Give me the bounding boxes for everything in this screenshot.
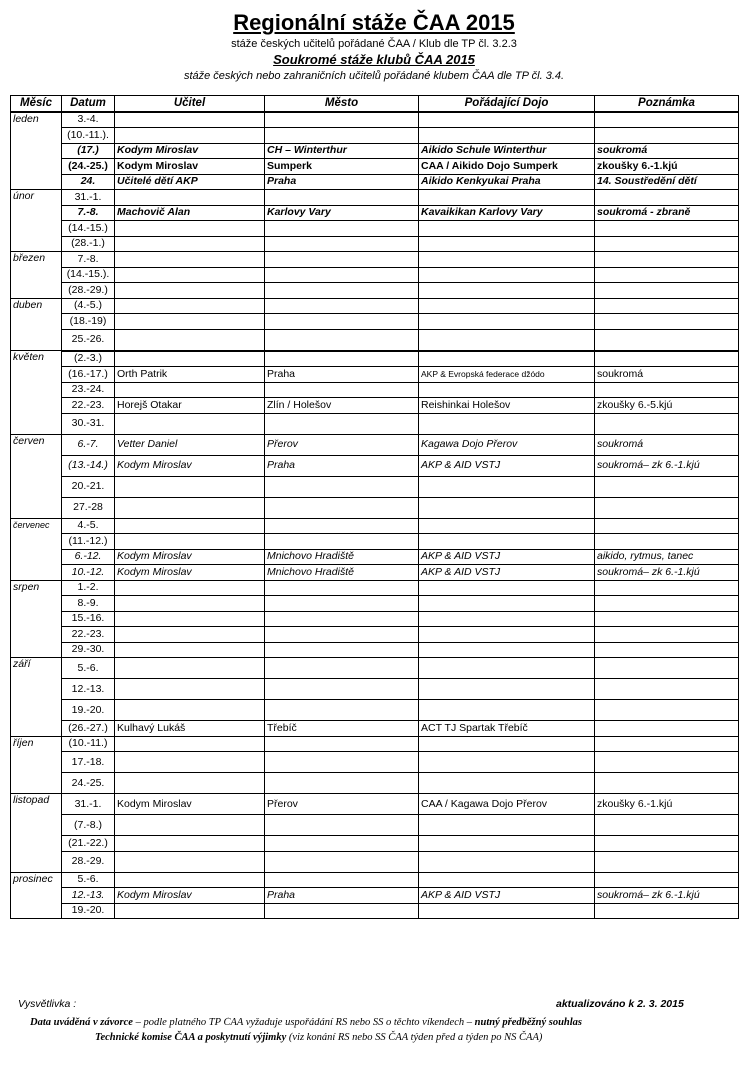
table-row xyxy=(11,596,739,612)
footnote-bold-2: nutný předběžný souhlas xyxy=(474,1017,582,1028)
page-title-2: Soukromé stáže klubů ČAA 2015 xyxy=(273,52,475,67)
date-cell: (21.-22.) xyxy=(62,836,115,852)
schedule-table xyxy=(10,95,739,919)
date-cell: (7.-8.) xyxy=(62,815,115,836)
table-row xyxy=(11,398,739,414)
date-cell: 23.-24. xyxy=(62,382,115,398)
table-row xyxy=(11,236,739,252)
note-cell: zkoušky 6.-1.kjú xyxy=(595,159,739,175)
table-row xyxy=(11,611,739,627)
page-subtitle-2: stáže českých nebo zahraničních učitelů pořádané klubem ČAA dle TP čl. 3.4. xyxy=(183,70,565,82)
date-cell: (26.-27.) xyxy=(62,721,115,737)
date-cell: 30.-31. xyxy=(62,413,115,434)
dojo-cell: AKP & AID VSTJ xyxy=(419,549,595,565)
table-row xyxy=(11,851,739,872)
date-cell: 19.-20. xyxy=(62,700,115,721)
date-cell: (11.-12.) xyxy=(62,534,115,550)
teacher-cell: Machovič Alan xyxy=(115,205,265,221)
note-cell: soukromá– zk 6.-1.kjú xyxy=(595,888,739,904)
table-header-row xyxy=(11,96,739,112)
table-row xyxy=(11,382,739,398)
date-cell: (13.-14.) xyxy=(62,455,115,476)
date-cell: 31.-1. xyxy=(62,794,115,815)
date-cell: (17.) xyxy=(62,143,115,159)
footnote-line-1 xyxy=(30,1017,740,1028)
date-cell: 5.-6. xyxy=(62,658,115,679)
note-cell: soukromá xyxy=(595,434,739,455)
dojo-cell: AKP & AID VSTJ xyxy=(419,888,595,904)
date-cell: 4.-5. xyxy=(62,518,115,534)
col-teacher: Učitel xyxy=(115,96,265,112)
table-row xyxy=(11,903,739,919)
date-cell: 28.-29. xyxy=(62,851,115,872)
teacher-cell: Vetter Daniel xyxy=(115,434,265,455)
table-row xyxy=(11,112,739,128)
table-row xyxy=(11,252,739,268)
city-cell: Praha xyxy=(265,174,419,190)
month-cell: listopad xyxy=(11,794,62,873)
city-cell: Praha xyxy=(265,367,419,383)
city-cell: Sumperk xyxy=(265,159,419,175)
table-row xyxy=(11,736,739,752)
table-row xyxy=(11,721,739,737)
dojo-cell: Aikido Kenkyukai Praha xyxy=(419,174,595,190)
month-cell: leden xyxy=(11,112,62,190)
date-cell: 6.-12. xyxy=(62,549,115,565)
table-row xyxy=(11,314,739,330)
city-cell: Přerov xyxy=(265,794,419,815)
date-cell: 1.-2. xyxy=(62,580,115,596)
dojo-cell: AKP & Evropská federace džódo xyxy=(419,367,595,383)
table-row xyxy=(11,565,739,581)
teacher-cell: Kodym Miroslav xyxy=(115,143,265,159)
teacher-cell: Kulhavý Lukáš xyxy=(115,721,265,737)
legend-label: Vysvětlivka : xyxy=(18,998,77,1010)
city-cell: Přerov xyxy=(265,434,419,455)
date-cell: 22.-23. xyxy=(62,398,115,414)
teacher-cell: Kodym Miroslav xyxy=(115,159,265,175)
month-cell: prosinec xyxy=(11,872,62,919)
table-row xyxy=(11,455,739,476)
date-cell: 8.-9. xyxy=(62,596,115,612)
date-cell: 15.-16. xyxy=(62,611,115,627)
date-cell: 5.-6. xyxy=(62,872,115,888)
note-cell: soukromá– zk 6.-1.kjú xyxy=(595,565,739,581)
month-cell: březen xyxy=(11,252,62,299)
footnote-text-2: (viz konání RS nebo SS ČAA týden před a týden po NS ČAA) xyxy=(286,1032,543,1043)
table-row xyxy=(11,534,739,550)
date-cell: 22.-23. xyxy=(62,627,115,643)
date-cell: (2.-3.) xyxy=(62,351,115,367)
col-date: Datum xyxy=(62,96,115,112)
table-row xyxy=(11,549,739,565)
city-cell: Zlín / Holešov xyxy=(265,398,419,414)
month-cell: duben xyxy=(11,298,62,351)
dojo-cell: ACT TJ Spartak Třebíč xyxy=(419,721,595,737)
city-cell: CH – Winterthur xyxy=(265,143,419,159)
date-cell: 27.-28 xyxy=(62,497,115,518)
city-cell: Praha xyxy=(265,455,419,476)
col-dojo: Pořádající Dojo xyxy=(419,96,595,112)
city-cell: Třebíč xyxy=(265,721,419,737)
dojo-cell: Kavaikikan Karlovy Vary xyxy=(419,205,595,221)
table-row xyxy=(11,679,739,700)
date-cell: 7.-8. xyxy=(62,205,115,221)
dojo-cell: CAA / Aikido Dojo Sumperk xyxy=(419,159,595,175)
footnote-bold-1: Data uváděná v závorce xyxy=(30,1017,133,1028)
date-cell: 3.-4. xyxy=(62,112,115,128)
footnote-bold-3: Technické komise ČAA a poskytnutí výjimky xyxy=(95,1032,287,1043)
teacher-cell: Horejš Otakar xyxy=(115,398,265,414)
teacher-cell: Kodym Miroslav xyxy=(115,565,265,581)
date-cell: 12.-13. xyxy=(62,888,115,904)
date-cell: 10.-12. xyxy=(62,565,115,581)
footnote-text-1: – podle platného TP ČAA vyžaduje uspořádání RS nebo SS o těchto víkendech – xyxy=(132,1017,475,1028)
month-cell: září xyxy=(11,658,62,737)
note-cell: 14. Soustředění dětí xyxy=(595,174,739,190)
date-cell: 7.-8. xyxy=(62,252,115,268)
table-row xyxy=(11,476,739,497)
dojo-cell: Aikido Schule Winterthur xyxy=(419,143,595,159)
date-cell: 24. xyxy=(62,174,115,190)
date-cell: (10.-11.) xyxy=(62,736,115,752)
city-cell: Karlovy Vary xyxy=(265,205,419,221)
note-cell: zkoušky 6.-5.kjú xyxy=(595,398,739,414)
table-row xyxy=(11,872,739,888)
date-cell: (14.-15.). xyxy=(62,267,115,283)
col-city: Město xyxy=(265,96,419,112)
teacher-cell: Kodym Miroslav xyxy=(115,455,265,476)
dojo-cell: AKP & AID VSTJ xyxy=(419,565,595,581)
table-row xyxy=(11,205,739,221)
footnote-line-2 xyxy=(95,1032,542,1043)
date-cell: 29.-30. xyxy=(62,642,115,658)
col-note: Poznámka xyxy=(595,96,739,112)
city-cell: Mnichovo Hradiště xyxy=(265,565,419,581)
table-row xyxy=(11,298,739,314)
table-row xyxy=(11,700,739,721)
date-cell: (16.-17.) xyxy=(62,367,115,383)
table-row xyxy=(11,642,739,658)
date-cell: (10.-11.). xyxy=(62,128,115,144)
updated-date: aktualizováno k 2. 3. 2015 xyxy=(556,998,684,1010)
table-row xyxy=(11,329,739,351)
table-row xyxy=(11,190,739,206)
note-cell: soukromá– zk 6.-1.kjú xyxy=(595,455,739,476)
teacher-cell: Kodym Miroslav xyxy=(115,888,265,904)
table-row xyxy=(11,221,739,237)
date-cell: 20.-21. xyxy=(62,476,115,497)
col-month: Měsíc xyxy=(11,96,62,112)
note-cell: soukromá xyxy=(595,367,739,383)
table-row xyxy=(11,497,739,518)
page-subtitle: stáže českých učitelů pořádané ČAA / Klub dle TP čl. 3.2.3 xyxy=(231,38,517,50)
teacher-cell: Kodym Miroslav xyxy=(115,549,265,565)
note-cell: aikido, rytmus, tanec xyxy=(595,549,739,565)
date-cell: 24.-25. xyxy=(62,773,115,794)
month-cell: únor xyxy=(11,190,62,252)
table-row xyxy=(11,518,739,534)
table-row xyxy=(11,836,739,852)
date-cell: 17.-18. xyxy=(62,752,115,773)
table-row xyxy=(11,143,739,159)
table-row xyxy=(11,752,739,773)
month-cell: květen xyxy=(11,351,62,435)
date-cell: (28.-1.) xyxy=(62,236,115,252)
page-title: Regionální stáže ČAA 2015 xyxy=(233,10,515,35)
table-row xyxy=(11,128,739,144)
dojo-cell: AKP & AID VSTJ xyxy=(419,455,595,476)
date-cell: 19.-20. xyxy=(62,903,115,919)
table-row xyxy=(11,351,739,367)
month-cell: říjen xyxy=(11,736,62,794)
table-row xyxy=(11,367,739,383)
table-row xyxy=(11,159,739,175)
month-cell: srpen xyxy=(11,580,62,658)
teacher-cell: Učitelé dětí AKP xyxy=(115,174,265,190)
table-row xyxy=(11,773,739,794)
date-cell: (24.-25.) xyxy=(62,159,115,175)
table-row xyxy=(11,580,739,596)
table-row xyxy=(11,627,739,643)
date-cell: (14.-15.) xyxy=(62,221,115,237)
date-cell: 12.-13. xyxy=(62,679,115,700)
table-row xyxy=(11,658,739,679)
date-cell: (18.-19) xyxy=(62,314,115,330)
teacher-cell: Kodym Miroslav xyxy=(115,794,265,815)
note-cell: zkoušky 6.-1.kjú xyxy=(595,794,739,815)
city-cell: Praha xyxy=(265,888,419,904)
dojo-cell: CAA / Kagawa Dojo Přerov xyxy=(419,794,595,815)
date-cell: (28.-29.) xyxy=(62,283,115,299)
month-cell: červen xyxy=(11,434,62,518)
date-cell: 31.-1. xyxy=(62,190,115,206)
date-cell: 25.-26. xyxy=(62,329,115,351)
note-cell: soukromá - zbraně xyxy=(595,205,739,221)
city-cell: Mnichovo Hradiště xyxy=(265,549,419,565)
table-row xyxy=(11,413,739,434)
month-cell: červenec xyxy=(11,518,62,580)
table-row xyxy=(11,267,739,283)
table-row xyxy=(11,815,739,836)
teacher-cell: Orth Patrik xyxy=(115,367,265,383)
date-cell: (4.-5.) xyxy=(62,298,115,314)
table-row xyxy=(11,434,739,455)
table-row xyxy=(11,794,739,815)
note-cell: soukromá xyxy=(595,143,739,159)
table-row xyxy=(11,283,739,299)
table-row xyxy=(11,174,739,190)
date-cell: 6.-7. xyxy=(62,434,115,455)
table-row xyxy=(11,888,739,904)
dojo-cell: Kagawa Dojo Přerov xyxy=(419,434,595,455)
dojo-cell: Reishinkai Holešov xyxy=(419,398,595,414)
